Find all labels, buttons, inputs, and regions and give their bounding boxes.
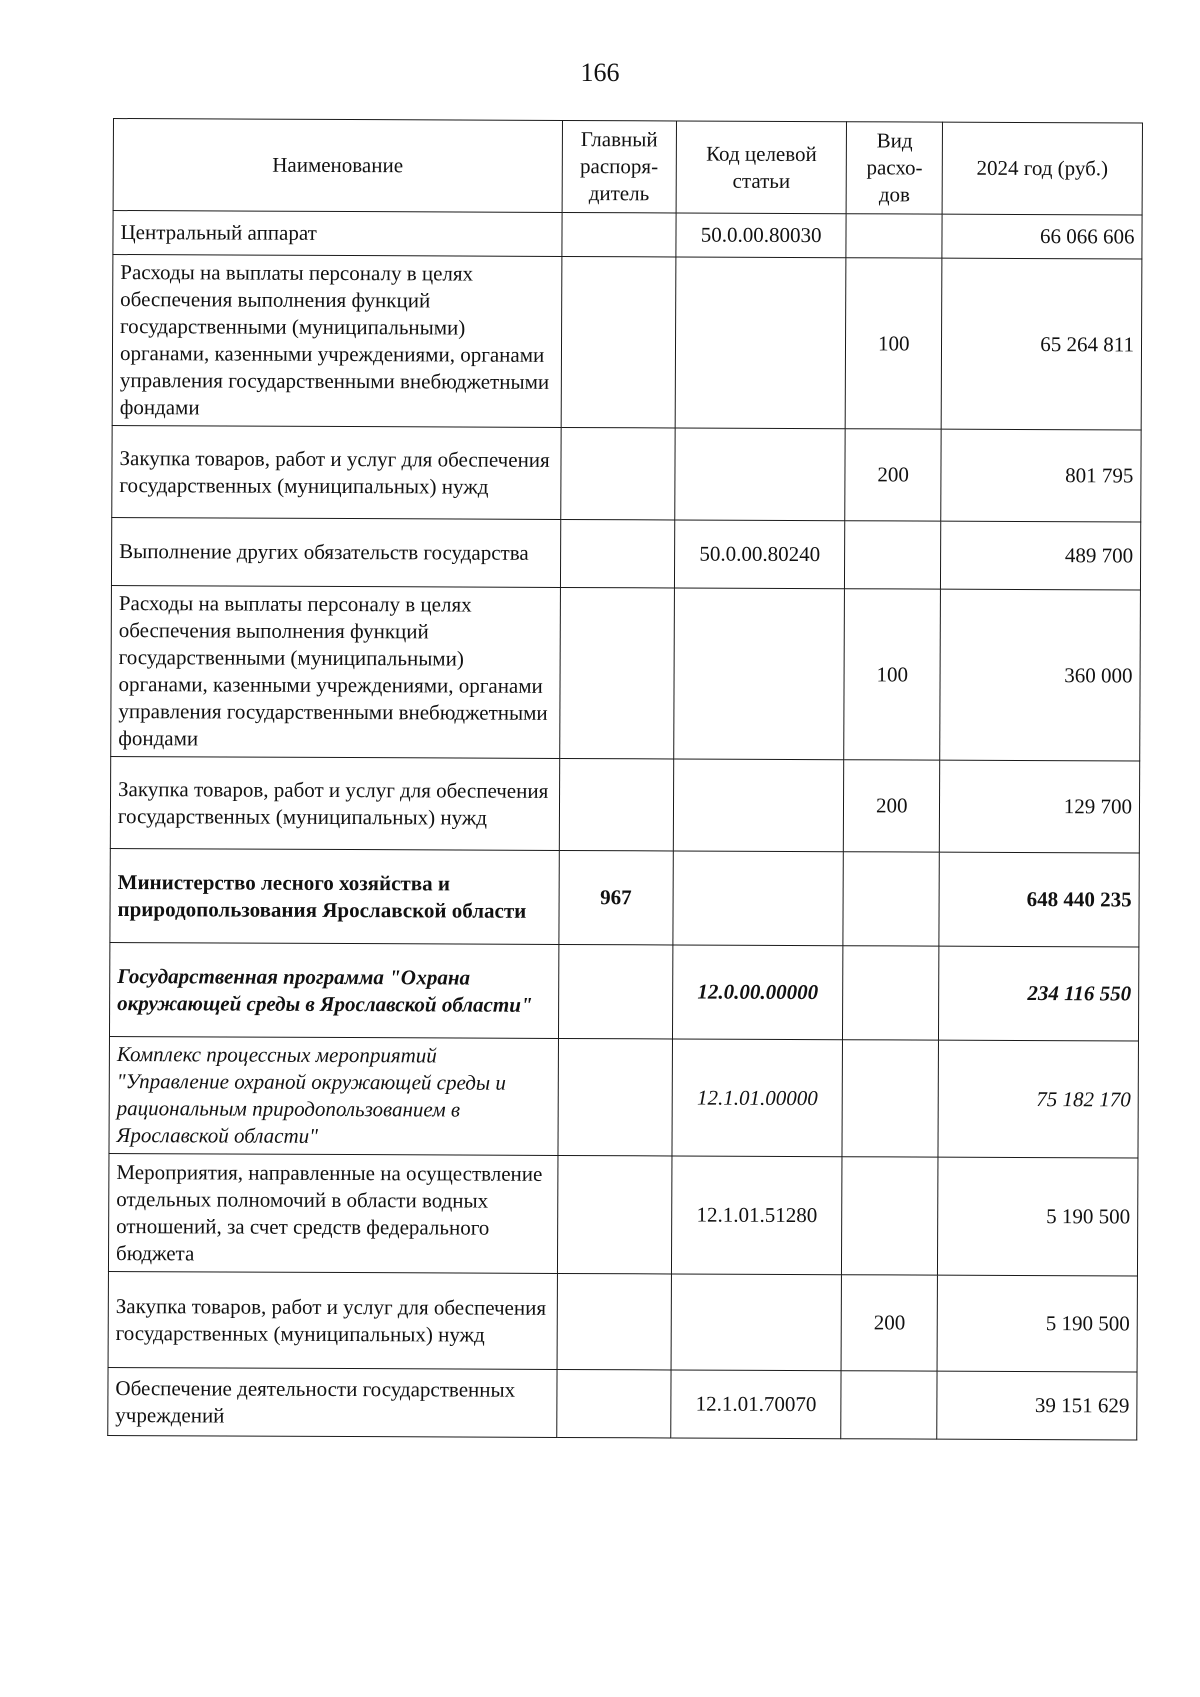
header-type: Вид расхо-дов xyxy=(847,122,943,214)
row-amount: 234 116 550 xyxy=(939,946,1139,1041)
header-amount: 2024 год (руб.) xyxy=(942,122,1142,215)
row-admin xyxy=(556,1369,670,1437)
row-code xyxy=(675,257,846,429)
budget-table xyxy=(107,118,1143,1440)
row-amount: 129 700 xyxy=(939,760,1139,853)
table-row xyxy=(111,517,1140,589)
row-name: Закупка товаров, работ и услуг для обеспечения государственных (муниципальных) нужд xyxy=(112,425,561,519)
row-amount: 66 066 606 xyxy=(942,214,1142,259)
row-code: 12.1.01.51280 xyxy=(671,1156,842,1275)
row-type xyxy=(841,1371,937,1439)
row-name: Комплекс процессных мероприятий "Управление охраной окружающей среды и рациональным природопользованием в Ярославской области" xyxy=(109,1036,558,1155)
row-name: Закупка товаров, работ и услуг для обеспечения государственных (муниципальных) нужд xyxy=(110,756,559,850)
row-code: 50.0.00.80030 xyxy=(676,213,847,258)
row-amount: 5 190 500 xyxy=(937,1157,1137,1276)
row-type xyxy=(846,214,942,258)
table-row-complex xyxy=(109,1036,1139,1157)
row-amount: 39 151 629 xyxy=(937,1371,1137,1440)
row-amount: 75 182 170 xyxy=(938,1040,1138,1158)
row-type: 100 xyxy=(846,258,942,429)
row-type: 200 xyxy=(841,1275,937,1371)
table-row xyxy=(111,585,1141,760)
header-name: Наименование xyxy=(113,119,562,213)
row-type: 200 xyxy=(844,760,940,852)
row-name: Государственная программа "Охрана окружающей среды в Ярославской области" xyxy=(109,942,558,1038)
table-row xyxy=(110,756,1139,852)
row-code xyxy=(675,428,846,521)
row-code xyxy=(671,1274,842,1371)
row-code: 12.1.01.70070 xyxy=(671,1370,842,1439)
row-name: Мероприятия, направленные на осуществление отдельных полномочий в области водных отношений, за счет средств федерального бюджета xyxy=(108,1153,557,1273)
row-admin xyxy=(560,519,674,587)
row-type: 100 xyxy=(844,589,940,760)
table-row xyxy=(113,211,1142,259)
row-admin xyxy=(561,256,676,427)
row-admin xyxy=(557,1155,672,1273)
row-type xyxy=(842,1157,938,1275)
header-admin: Главный распоря-дитель xyxy=(562,120,676,212)
row-amount: 648 440 235 xyxy=(939,852,1139,947)
row-amount: 65 264 811 xyxy=(941,258,1142,430)
row-name: Центральный аппарат xyxy=(113,211,562,257)
row-code xyxy=(673,851,844,946)
row-name: Расходы на выплаты персоналу в целях обеспечения выполнения функций государственными (муниципальными) органами, казенными учреждениями, органами управления государственными внебюджетными фондами xyxy=(111,585,560,758)
row-admin xyxy=(561,427,675,519)
row-name: Расходы на выплаты персоналу в целях обеспечения выполнения функций государственными (муниципальными) органами, казенными учреждениями, органами управления государственными внебюджетными фондами xyxy=(112,255,561,428)
row-type: 200 xyxy=(845,429,941,521)
row-type xyxy=(842,1040,938,1157)
table-row xyxy=(108,1153,1138,1275)
row-name: Выполнение других обязательств государства xyxy=(111,517,560,587)
row-admin: 967 xyxy=(559,850,673,944)
row-admin xyxy=(557,1273,671,1369)
row-code: 12.0.00.00000 xyxy=(672,945,843,1040)
row-code xyxy=(673,759,844,852)
row-amount: 489 700 xyxy=(940,521,1140,590)
table-row-ministry xyxy=(110,848,1139,946)
row-code xyxy=(674,588,845,760)
row-type xyxy=(843,946,939,1040)
row-code: 12.1.01.00000 xyxy=(672,1039,843,1157)
table-row xyxy=(112,255,1142,430)
page-number: 166 xyxy=(580,58,620,87)
row-amount: 5 190 500 xyxy=(937,1275,1137,1372)
table-row xyxy=(108,1367,1137,1439)
table-row xyxy=(108,1271,1137,1371)
row-code: 50.0.00.80240 xyxy=(674,520,845,589)
table-row-program xyxy=(109,942,1138,1040)
row-name: Закупка товаров, работ и услуг для обеспечения государственных (муниципальных) нужд xyxy=(108,1271,557,1369)
row-name: Министерство лесного хозяйства и природопользования Ярославской области xyxy=(110,848,559,944)
table-header-row xyxy=(113,119,1142,215)
row-type xyxy=(843,852,939,946)
row-name: Обеспечение деятельности государственных учреждений xyxy=(108,1367,557,1437)
row-admin xyxy=(558,1038,673,1155)
row-type xyxy=(845,521,941,589)
row-amount: 360 000 xyxy=(940,589,1141,761)
table-row xyxy=(112,425,1141,521)
row-admin xyxy=(559,758,673,850)
row-amount: 801 795 xyxy=(941,429,1141,522)
header-code: Код целевой статьи xyxy=(676,121,847,214)
row-admin xyxy=(562,212,676,256)
row-admin xyxy=(559,587,674,758)
row-admin xyxy=(558,944,672,1038)
